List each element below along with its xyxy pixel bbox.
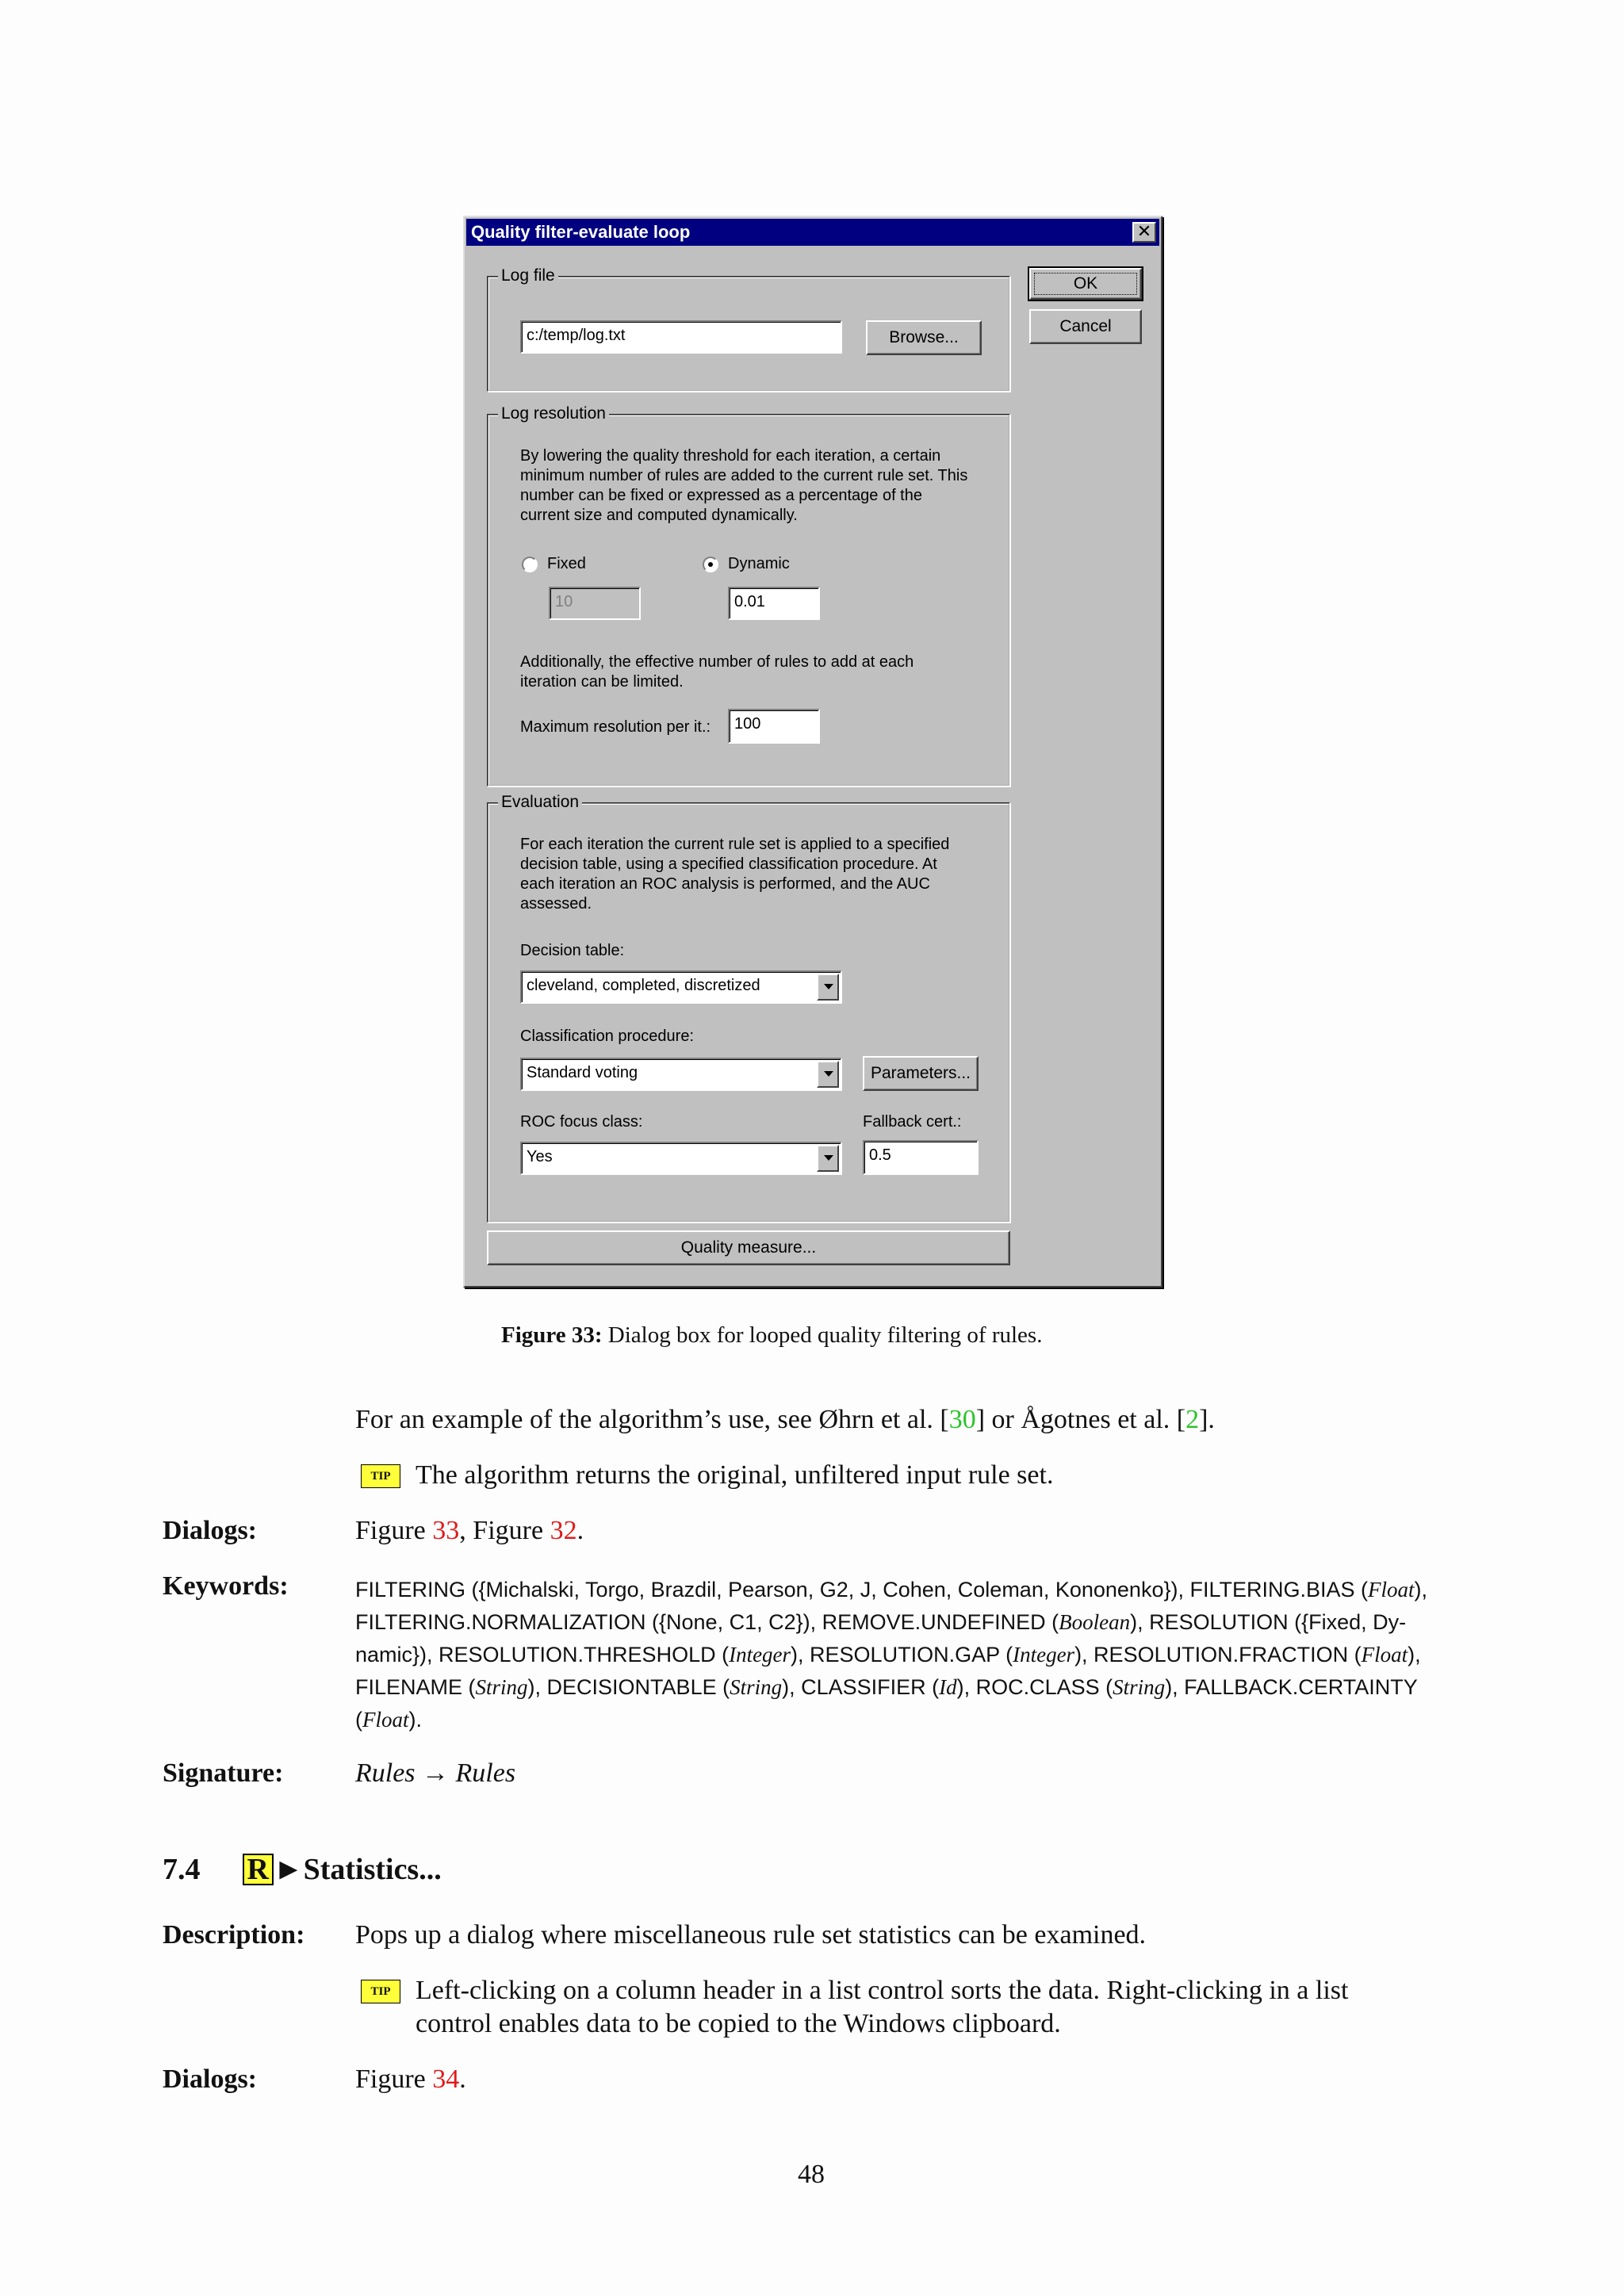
roc-focus-value: Yes <box>527 1148 553 1165</box>
keyword-type: Float <box>1368 1578 1415 1601</box>
browse-button[interactable]: Browse... <box>866 320 982 355</box>
max-resolution-input[interactable]: 100 <box>728 709 820 744</box>
keyword-text: ), ROC.CLASS ( <box>956 1675 1113 1699</box>
description-text: Pops up a dialog where miscellaneous rule set statistics can be examined. <box>355 1920 1147 1950</box>
page-number: 48 <box>798 2160 825 2189</box>
dialog-title: Quality filter-evaluate loop <box>471 222 691 242</box>
example-text-mid: ] or Ågotnes et al. [ <box>975 1405 1186 1434</box>
max-resolution-label: Maximum resolution per it.: <box>520 718 711 736</box>
classification-label: Classification procedure: <box>520 1027 694 1045</box>
keyword-text: FILENAME ( <box>355 1675 476 1699</box>
cancel-button[interactable]: Cancel <box>1029 309 1142 344</box>
example-text-post: ]. <box>1199 1405 1215 1434</box>
close-icon[interactable]: ✕ <box>1132 222 1156 243</box>
keyword-text: ), FALLBACK.CERTAINTY <box>1165 1675 1418 1699</box>
log-resolution-group <box>487 404 1010 786</box>
keywords-label: Keywords: <box>163 1571 289 1601</box>
resolution-desc-2: minimum number of rules are added to the current rule set. This <box>520 467 968 484</box>
quality-measure-button[interactable]: Quality measure... <box>487 1230 1010 1265</box>
additional-text-2: iteration can be limited. <box>520 673 684 691</box>
keyword-type: String <box>1113 1675 1166 1699</box>
tip-icon: TIP <box>361 1464 400 1488</box>
keyword-text: ), RESOLUTION.GAP ( <box>791 1643 1013 1667</box>
keyword-type: Integer <box>1013 1643 1075 1667</box>
log-file-group <box>487 266 1010 392</box>
section-heading <box>163 1852 442 1887</box>
figure-link-34[interactable]: 34 <box>432 2064 460 2094</box>
keyword-text: ). <box>408 1708 422 1732</box>
dynamic-radio[interactable] <box>703 557 718 572</box>
keyword-text: ( <box>355 1708 362 1732</box>
focus-rect <box>1034 273 1137 295</box>
keyword-text: ), DECISIONTABLE ( <box>527 1675 730 1699</box>
evaluation-desc-3: each iteration an ROC analysis is performed, and the AUC <box>520 875 930 893</box>
keyword-text: FILTERING.NORMALIZATION ({None, C1, C2}), REMOVE.UNDEFINED ( <box>355 1610 1059 1634</box>
example-text-pre: For an example of the algorithm’s use, see Øhrn et al. [ <box>355 1405 949 1434</box>
additional-text-1: Additionally, the effective number of rules to add at each <box>520 653 914 671</box>
dialogs-label: Dialogs: <box>163 1516 257 1545</box>
resolution-desc-1: By lowering the quality threshold for each iteration, a certain <box>520 447 941 465</box>
parameters-button[interactable]: Parameters... <box>863 1056 979 1091</box>
citation-link-2[interactable]: 2 <box>1185 1405 1200 1434</box>
chevron-down-icon[interactable] <box>817 1145 839 1172</box>
decision-table-select[interactable] <box>520 970 842 1004</box>
keyword-text: ), RESOLUTION ({Fixed, Dy- <box>1130 1610 1407 1634</box>
tip-text-2-line-1: Left-clicking on a column header in a list control sorts the data. Right-clicking in a list <box>416 1976 1349 2005</box>
keywords-line <box>355 1639 1462 1671</box>
description-label: Description: <box>163 1920 305 1950</box>
example-paragraph <box>355 1405 1215 1435</box>
keywords-line <box>355 1671 1462 1704</box>
section-number: 7.4 <box>163 1853 201 1886</box>
decision-table-value: cleveland, completed, discretized <box>527 977 760 994</box>
resolution-desc-4: current size and computed dynamically. <box>520 507 798 524</box>
log-file-legend: Log file <box>498 266 558 285</box>
resolution-desc-3: number can be fixed or expressed as a percentage of the <box>520 487 922 504</box>
dialogs-refs-2: Figure 34. <box>355 2064 466 2094</box>
tip-text-1: The algorithm returns the original, unfiltered input rule set. <box>416 1460 1054 1490</box>
dynamic-label: Dynamic <box>728 555 790 572</box>
chevron-down-icon[interactable] <box>817 974 839 1001</box>
keyword-text: ), CLASSIFIER ( <box>782 1675 940 1699</box>
figure-caption-text: Dialog box for looped quality filtering of rules. <box>602 1322 1043 1348</box>
quality-filter-dialog <box>463 216 1162 1288</box>
ok-button[interactable]: OK <box>1029 268 1142 300</box>
fixed-radio[interactable] <box>522 557 538 572</box>
keyword-type: String <box>475 1675 528 1699</box>
keyword-type: Id <box>939 1675 957 1699</box>
keywords-line <box>355 1574 1462 1606</box>
tip-text-2-line-2: control enables data to be copied to the Windows clipboard. <box>416 2009 1061 2038</box>
dialogs-refs: Figure 33, Figure 32. <box>355 1516 584 1545</box>
dialogs-label: Dialogs: <box>163 2064 257 2094</box>
classification-select[interactable] <box>520 1058 842 1091</box>
keywords-line <box>355 1704 1462 1736</box>
figure-caption-label: Figure 33: <box>501 1322 603 1348</box>
fallback-label: Fallback cert.: <box>863 1113 962 1131</box>
keywords-block <box>355 1574 1462 1736</box>
keyword-text: namic}), RESOLUTION.THRESHOLD ( <box>355 1643 730 1667</box>
keyword-text: ), RESOLUTION.FRACTION ( <box>1074 1643 1362 1667</box>
decision-table-label: Decision table: <box>520 942 625 959</box>
tip-icon: TIP <box>361 1980 400 2003</box>
keyword-text: ), <box>1408 1643 1421 1667</box>
chevron-down-icon[interactable] <box>817 1061 839 1088</box>
dialog-title-bar[interactable] <box>466 219 1159 246</box>
evaluation-desc-2: decision table, using a specified classification procedure. At <box>520 855 937 873</box>
keyword-text: FILTERING ({Michalski, Torgo, Brazdil, Pearson, G2, J, Cohen, Coleman, Kononenko}), FILTERING.BIAS ( <box>355 1578 1369 1601</box>
classification-value: Standard voting <box>527 1064 638 1081</box>
roc-focus-select[interactable] <box>520 1142 842 1175</box>
evaluation-desc-4: assessed. <box>520 895 592 913</box>
log-resolution-legend: Log resolution <box>498 404 609 423</box>
fallback-input[interactable]: 0.5 <box>863 1140 979 1175</box>
keyword-text: ), <box>1414 1578 1428 1601</box>
keyword-type: Float <box>1361 1643 1408 1667</box>
roc-focus-label: ROC focus class: <box>520 1113 643 1131</box>
evaluation-legend: Evaluation <box>498 793 582 812</box>
keyword-type: Integer <box>729 1643 791 1667</box>
citation-link-30[interactable]: 30 <box>948 1405 976 1434</box>
fixed-value-input[interactable]: 10 <box>549 587 641 620</box>
fixed-label: Fixed <box>547 555 586 572</box>
evaluation-group <box>487 793 1010 1223</box>
figure-link-33[interactable]: 33 <box>432 1516 460 1545</box>
evaluation-desc-1: For each iteration the current rule set is applied to a specified <box>520 836 950 853</box>
signature-value: Rules → Rules <box>355 1758 516 1788</box>
keyword-type: Boolean <box>1059 1610 1131 1634</box>
section-title: ►Statistics... <box>273 1853 442 1886</box>
signature-label: Signature: <box>163 1758 284 1788</box>
figure-link-32[interactable]: 32 <box>550 1516 577 1545</box>
keywords-line <box>355 1606 1462 1639</box>
dynamic-value-input[interactable]: 0.01 <box>728 587 820 620</box>
keyword-type: String <box>730 1675 783 1699</box>
log-path-input[interactable]: c:/temp/log.txt <box>520 320 842 354</box>
keyword-type: Float <box>362 1708 409 1732</box>
figure-caption <box>501 1322 1042 1349</box>
rules-icon: R <box>243 1854 274 1885</box>
